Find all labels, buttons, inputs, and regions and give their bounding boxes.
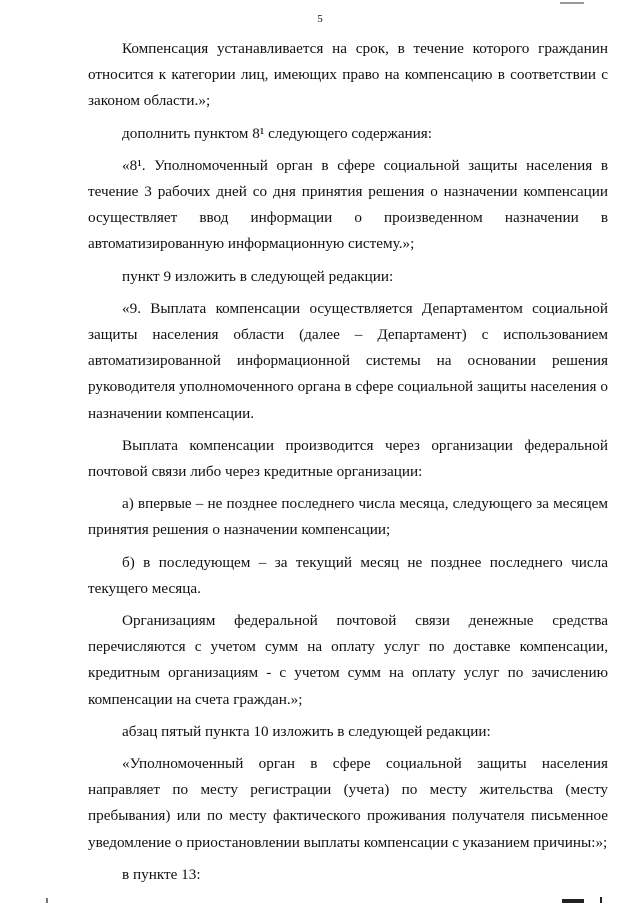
paragraph: б) в последующем – за текущий месяц не позднее последнего числа текущего месяца. (88, 553, 608, 597)
paragraph: в пункте 13: (122, 865, 201, 883)
paragraph: дополнить пунктом 8¹ следующего содержания: (122, 124, 433, 142)
paragraph: а) впервые – не позднее последнего числа месяца, следующего за месяцем принятия решения о назначении компенсации; (88, 495, 608, 539)
scan-mark-top-right (560, 2, 584, 4)
paragraph: «8¹. Уполномоченный орган в сфере социальной защиты населения в течение 3 рабочих дней со дня принятия решения о назначении компенсации осуществляет ввод информации о произведенном назначении в автоматизированную информационную систему.»; (88, 156, 608, 253)
paragraph: пункт 9 изложить в следующей редакции: (122, 267, 394, 285)
paragraph: «Уполномоченный орган в сфере социальной защиты населения направляет по месту регистрации (учета) по месту жительства (месту пребывания) или по месту фактического проживания получателя письменное уведомление о приостановлении выплаты компенсации с указанием причины:»; (88, 755, 608, 851)
paragraph: Организациям федеральной почтовой связи денежные средства перечисляются с учетом сумм на оплату услуг по доставке компенсации, кредитным организациям - с учетом сумм на оплату услуг по зачислению компенсации на счета граждан.»; (88, 612, 608, 708)
document-body (88, 36, 608, 888)
scan-mark-bottom-right (562, 899, 584, 903)
paragraph: «9. Выплата компенсации осуществляется Департаментом социальной защиты населения области (далее – Департамент) с использованием автоматизированной информационной системы на основании решения руководителя уполномоченного органа в сфере социальной защиты населения о назначении компенсации. (88, 299, 608, 422)
paragraph: Выплата компенсации производится через организации федеральной почтовой связи либо через кредитные организации: (88, 436, 608, 481)
paragraph: абзац пятый пункта 10 изложить в следующей редакции: (122, 722, 491, 740)
page-number: 5 (317, 13, 323, 25)
scan-mark-bottom-left (46, 898, 48, 903)
paragraph: Компенсация устанавливается на срок, в течение которого гражданин относится к категории лиц, имеющих право на компенсацию в соответствии с законом области.»; (88, 40, 608, 110)
scan-mark-bottom-right-dot (600, 897, 602, 903)
